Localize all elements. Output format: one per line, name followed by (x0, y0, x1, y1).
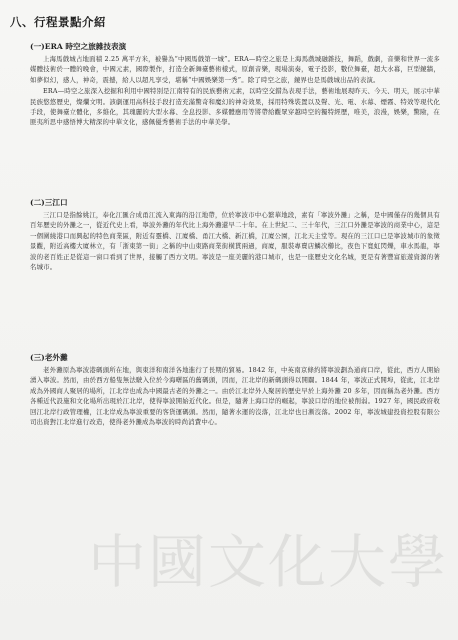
section-era-acrobatics (30, 42, 440, 129)
section-paragraph: 老外灘原為寧波港碼頭所在地，與東洋和南洋各地進行了長期的貿易。1842 年，中英南京條約將寧波劃為通商口岸，從此，西方人開始湧入寧波。然而，由於西方船隻無法駛入位於今海曙區的舊碼頭，因而，江北岸的新碼頭得以開闢。1844 年，寧波正式開埠，從此，江北岸成為外國商人聚居的場所，江北岸也成為中國最古老的外灘之一。由於江北岸外人聚居的歷史早於上海外灘 20 多年，因而稱為老外灘。西方各種近代設施和文化場所出現於江北岸，使得寧波開始近代化。但是，隨著上海口岸的崛起，寧波口岸的地位被削弱。1927 年，國民政府收回江北岸行政管理權，江北岸成為寧波重要的客貨運碼頭。然而，隨著水運的沒落，江北岸也日漸沒落。2002 年，寧波城建投資控股有限公司出資對江北岸進行改造，使得老外灘成為寧波的時尚消費中心。 (30, 366, 440, 427)
section-sanjiangkou (30, 198, 440, 273)
section-paragraph: 三江口是指餘姚江，奉化江匯合成甬江流入東海的沿江地帶，位於寧波市中心繁華地段，素有「寧波外灘」之稱，是中國僅存的幾個具有百年歷史的外灘之一，從近代史上看，寧波外灘的年代比上海外灘還早二十年。在上世紀二、三十年代，三江口外灘是寧波的商業中心，這是一個圍繞港口而興起的特色商業區，附近有靈橋、江廈橋、甬江大橋、新江橋，江廈公園，江北天主堂等。現在的三江口已是寧波城市的象徵景觀，附近高樓大廈林立，有「浙東第一街」之稱的中山東路商業街橫貫兩過，商廈，服裝專賣店鱗次櫛比，夜色下寬虹閃爍，車水馬龍，寧波的老百姓正是從這一窗口看到了世界，接觸了西方文明。寧波是一座美麗的港口城市，也是一座歷史文化名城，更是有著豐富旅遊資源的著名城市。 (30, 211, 440, 272)
section-old-bund (30, 353, 440, 428)
section-title: (三)老外灘 (30, 353, 68, 362)
page-heading: 八、行程景點介紹 (10, 15, 106, 29)
section-title: (一)ERA 時空之旅雜技表演 (30, 42, 127, 51)
section-paragraph: 上海馬戲城占地面積 2.25 萬平方米，被譽為“中國馬戲第一城”。ERA—時空之旅是上海馬戲城融雜技，舞蹈，戲劇，音樂和世界一流多媒體技術於一體的晚會，中國元素，國際製作，打造全新舞臺藝術樣式，原創音樂，現場演奏，電子投影，數位舞臺，超大水幕，巨型鏡牆，如夢似幻，感人，神奇，震撼，給人以超凡享受，堪稱“中國娛樂第一秀”。除了時空之旅，鏡界也是馬戲城出品的表演。 (30, 55, 441, 84)
university-watermark: 中國文化大學 (88, 528, 449, 596)
section-paragraph: ERA—時空之旅深入挖掘和利用中國特別是江南特有的民族藝術元素，以時空交錯為表現手法，藝術地展現昨天、今天、明天，展示中華民族悠悠歷史，燦爛文明。該劇運用高科技手段打造充滿驚奇和魔幻的神奇效果，採用特殊裝置以及聲、光、電、水幕、煙霧、特效等現代化手段，使舞臺立體化，多維化，其瑰麗的大型水幕、全息投影、多媒體應用等將帶給觀眾穿越時空的獨特經歷，唯美，浪漫，娛樂，驚險，在匪夷所思中感悟博大精深的中華文化，感佩優秀藝術手法的中華美學。 (30, 87, 440, 127)
section-title: (二)三江口 (30, 198, 68, 207)
